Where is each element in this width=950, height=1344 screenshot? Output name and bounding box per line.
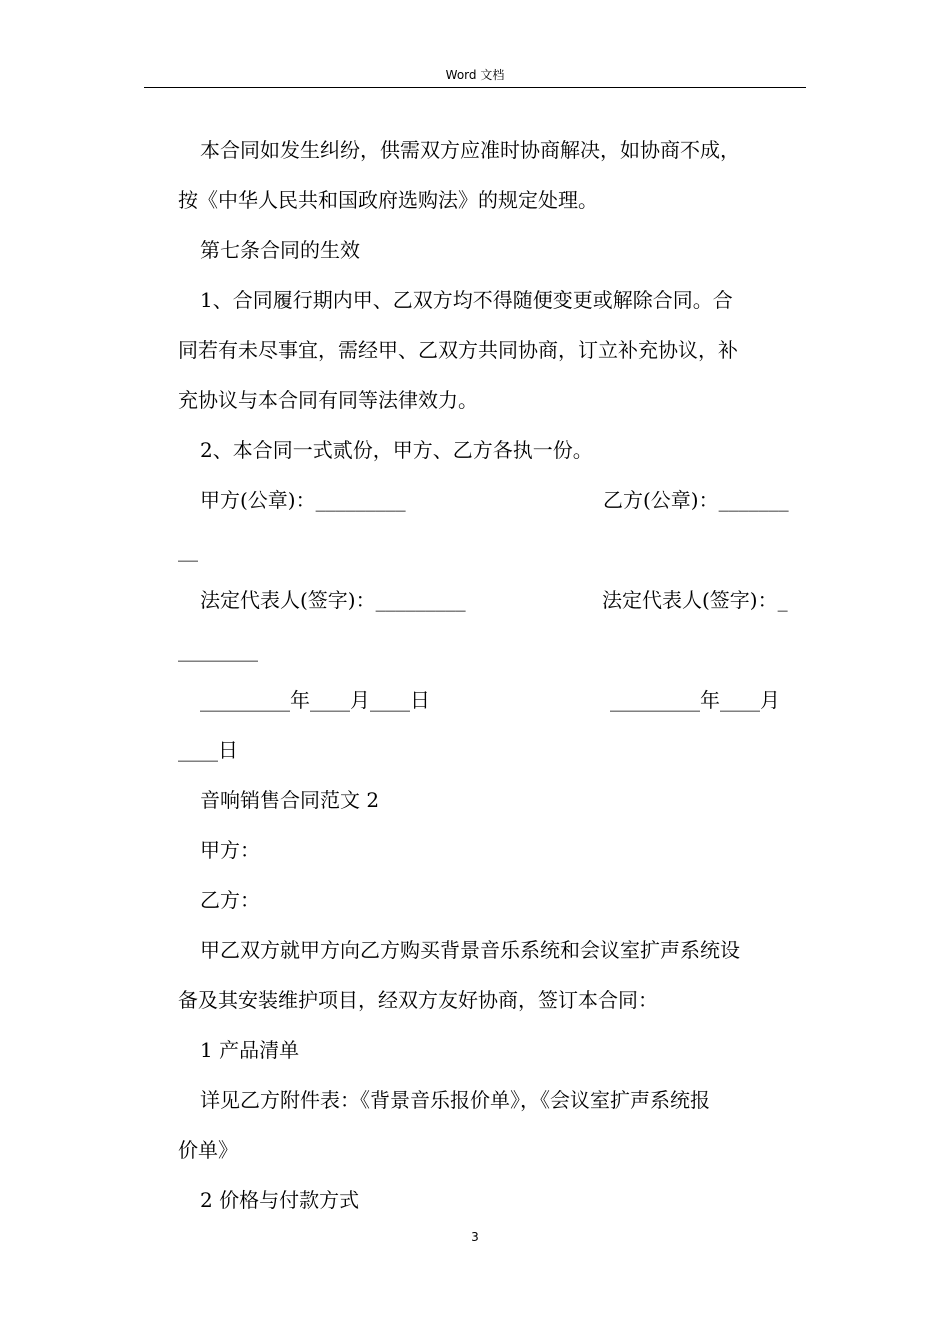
party-a-seal: 甲方(公章)：_________ bbox=[200, 488, 406, 512]
party-a-label: 甲方： bbox=[200, 838, 260, 862]
party-b-date: _________年____月 bbox=[610, 688, 780, 712]
paragraph-line: 详见乙方附件表：《背景音乐报价单》，《会议室扩声系统报 bbox=[200, 1088, 710, 1112]
page-header: Word 文档 bbox=[445, 68, 505, 82]
clause-heading: 2 价格与付款方式 bbox=[200, 1188, 360, 1212]
party-a-date: _________年____月____日 bbox=[200, 688, 430, 712]
paragraph-line: 2、本合同一式贰份，甲方、乙方各执一份。 bbox=[200, 438, 593, 462]
section-title: 音响销售合同范文 2 bbox=[200, 788, 380, 812]
paragraph-line: 充协议与本合同有同等法律效力。 bbox=[178, 388, 478, 412]
page-number: 3 bbox=[471, 1230, 479, 1244]
party-b-date-continued: ____日 bbox=[178, 738, 238, 762]
paragraph-line: 价单》 bbox=[178, 1138, 238, 1162]
party-b-representative: 法定代表人(签字)：_ bbox=[602, 588, 788, 612]
paragraph-line: 1、合同履行期内甲、乙双方均不得随便变更或解除合同。合 bbox=[200, 288, 733, 312]
party-b-representative-continued: ________ bbox=[178, 638, 258, 662]
party-b-seal: 乙方(公章)：_______ bbox=[603, 488, 789, 512]
paragraph-line: 本合同如发生纠纷，供需双方应准时协商解决，如协商不成， bbox=[200, 138, 740, 162]
paragraph-line: 同若有未尽事宜，需经甲、乙双方共同协商，订立补充协议，补 bbox=[178, 338, 738, 362]
paragraph-line: 备及其安装维护项目，经双方友好协商，签订本合同： bbox=[178, 988, 658, 1012]
party-a-representative: 法定代表人(签字)：_________ bbox=[200, 588, 466, 612]
party-b-label: 乙方： bbox=[200, 888, 260, 912]
clause-heading: 1 产品清单 bbox=[200, 1038, 300, 1062]
article-heading: 第七条合同的生效 bbox=[200, 238, 360, 262]
header-divider bbox=[144, 87, 806, 88]
party-b-seal-continued: __ bbox=[178, 538, 198, 562]
paragraph-line: 甲乙双方就甲方向乙方购买背景音乐系统和会议室扩声系统设 bbox=[200, 938, 740, 962]
paragraph-line: 按《中华人民共和国政府选购法》的规定处理。 bbox=[178, 188, 598, 212]
